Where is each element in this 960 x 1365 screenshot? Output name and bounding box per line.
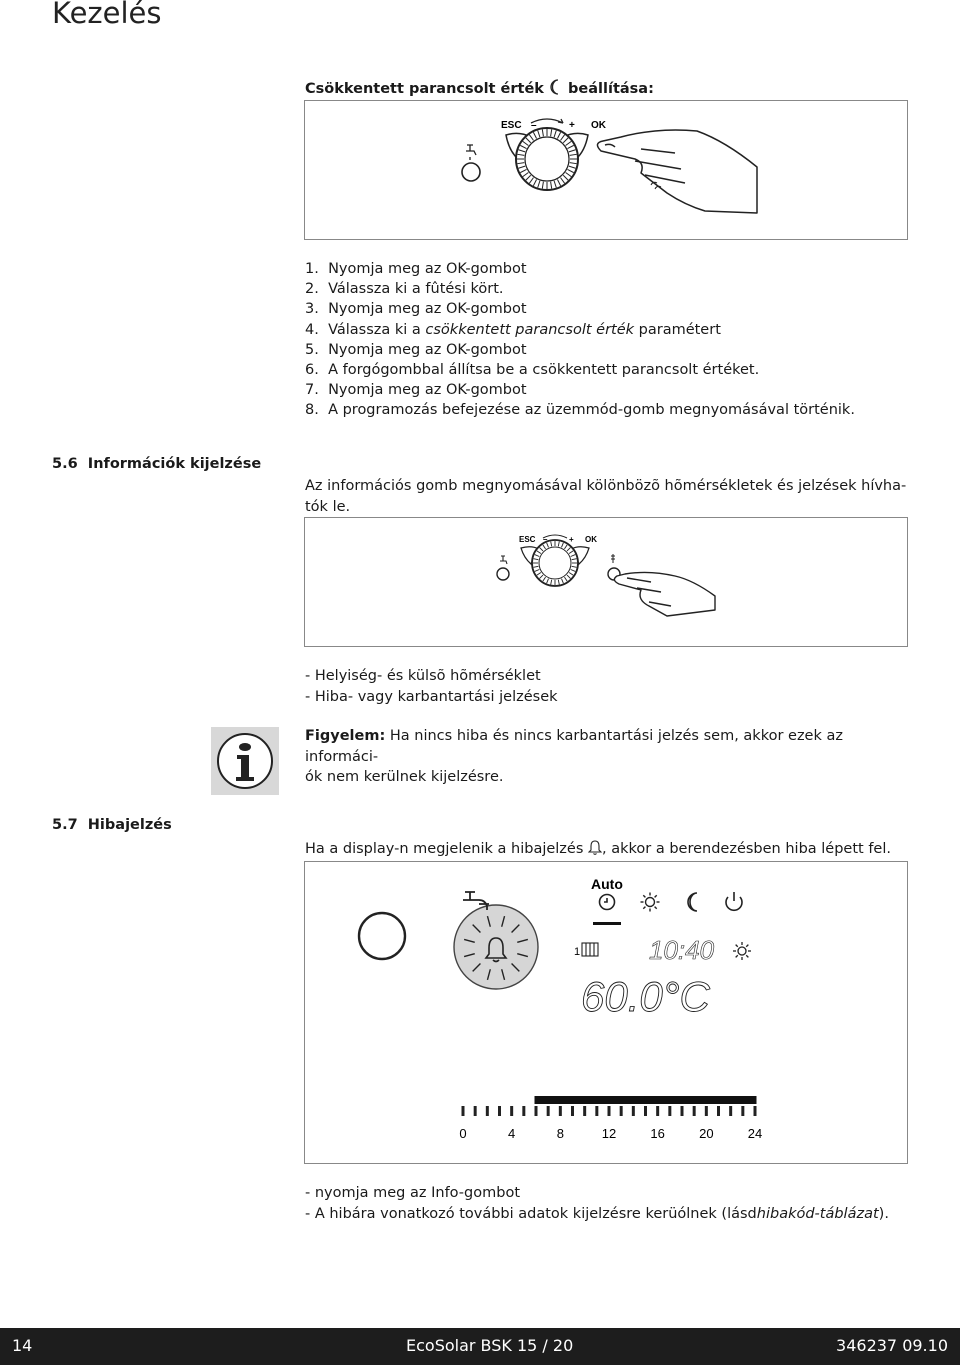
timeline-tick-label: 20	[699, 1126, 714, 1141]
thermometer-icon	[611, 554, 615, 563]
sun-icon	[733, 942, 751, 960]
document-number: 346237 09.10	[836, 1336, 948, 1355]
list-item: 5. Nyomja meg az OK-gombot	[305, 341, 527, 358]
list-item: 3. Nyomja meg az OK-gombot	[305, 301, 527, 318]
display-figure	[304, 861, 908, 1164]
list-item: - Hiba- vagy karbantartási jelzések	[305, 688, 558, 705]
tap-icon	[466, 145, 476, 160]
list-item: 8. A programozás befejezése az üzemmód-gomb megnyomásával történik.	[305, 402, 855, 419]
clock-icon	[600, 895, 615, 910]
active-period-bar	[535, 1096, 757, 1104]
list-item: - A hibára vonatkozó további adatok kijelzésre kerüólnek (lásdhibakód-táblázat).	[305, 1205, 889, 1222]
heading-text: Csökkentett parancsolt érték	[305, 81, 544, 97]
timeline-tick-label: 12	[601, 1126, 617, 1141]
heading-text-end: beállítása:	[568, 81, 654, 97]
info-bullets	[305, 666, 558, 707]
footer	[0, 1328, 960, 1365]
rotary-knob[interactable]	[516, 128, 578, 190]
mode-button[interactable]	[462, 163, 480, 181]
list-item: - Helyiség- és külsõ hõmérséklet	[305, 668, 541, 684]
list-item: 7. Nyomja meg az OK-gombot	[305, 382, 527, 399]
page-title: Kezelés	[52, 0, 162, 30]
hand-illustration	[614, 572, 715, 616]
temperature-readout: 60.0°C	[581, 973, 710, 1020]
plus-label: +	[569, 535, 574, 544]
list-item: 6. A forgógombbal állítsa be a csökkentett parancsolt értéket.	[305, 362, 760, 379]
moon-icon	[549, 79, 563, 95]
timeline-tick-label: 24	[747, 1126, 763, 1141]
control-panel-figure-1	[304, 100, 908, 240]
mode-button[interactable]	[497, 568, 509, 580]
mode-button[interactable]	[359, 913, 405, 959]
ok-label: OK	[585, 535, 597, 544]
steps-list	[305, 259, 855, 421]
circuit-number: 1	[574, 946, 581, 958]
control-panel-figure-2	[304, 517, 908, 647]
time-readout: 10:40	[649, 935, 715, 965]
list-item: 2. Válassza ki a fûtési kört.	[305, 281, 504, 298]
esc-label: ESC	[519, 535, 536, 544]
list-item: 1. Nyomja meg az OK-gombot	[305, 261, 527, 277]
section-5-6-intro: Az információs gomb megnyomásával kölönbözõ hõmérsékletek és jelzések hívha- tók le.	[305, 478, 907, 515]
plus-label: +	[569, 120, 575, 131]
mode-indicator-bar	[593, 922, 621, 925]
esc-label: ESC	[501, 120, 522, 131]
section-5-7-heading: 5.7 Hibajelzés	[52, 817, 172, 833]
page-number: 14	[12, 1336, 33, 1355]
hand-illustration	[597, 130, 757, 213]
minus-label: –	[531, 120, 537, 131]
error-highlight	[454, 905, 538, 989]
list-item: - nyomja meg az Info-gombot	[305, 1185, 521, 1201]
timeline-tick-label: 4	[508, 1126, 516, 1141]
info-icon	[211, 727, 279, 795]
minus-label: –	[543, 535, 548, 544]
auto-label: Auto	[591, 876, 623, 892]
tap-icon	[500, 556, 507, 564]
rotary-knob[interactable]	[532, 540, 578, 586]
sun-icon	[641, 893, 660, 912]
timeline-tick-label: 0	[459, 1126, 467, 1141]
power-icon	[726, 892, 742, 910]
list-item: 4. Válassza ki a csökkentett parancsolt érték paramétert	[305, 321, 721, 338]
timeline	[463, 1096, 757, 1116]
bell-icon	[588, 839, 602, 855]
radiator-icon	[582, 943, 598, 956]
error-bullets	[305, 1183, 889, 1224]
moon-icon	[688, 893, 697, 911]
product-name: EcoSolar BSK 15 / 20	[406, 1336, 574, 1355]
timeline-tick-label: 16	[650, 1126, 665, 1141]
note-text: Figyelem: Ha nincs hiba és nincs karbantartási jelzés sem, akkor ezek az informáci- ók nem kerülnek kijelzésre.	[305, 728, 843, 785]
section-5-6-heading: 5.6 Információk kijelzése	[52, 456, 262, 472]
timeline-tick-label: 8	[556, 1126, 564, 1141]
reduced-setpoint-heading	[305, 79, 654, 97]
section-5-7-intro: Ha a display-n megjelenik a hibajelzés , akkor a berendezésben hiba lépett fel.	[305, 841, 891, 857]
ok-label: OK	[591, 120, 606, 131]
